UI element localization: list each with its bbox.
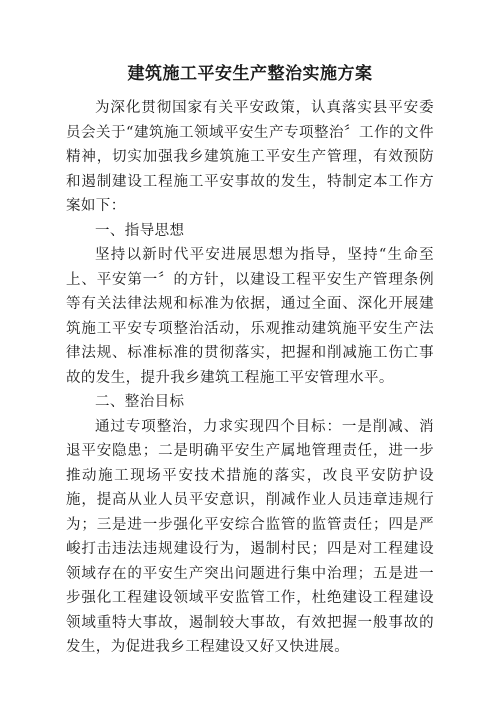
section-paragraph-guiding-ideology: 坚持以新时代平安进展思想为指导，坚持“生命至上、平安第一〞的方针，以建设工程平安生产管理条例等有关法律法规和标准为依据，通过全面、深化开展建筑施工平安专项整治活动，乐观推动建筑施平安生产法律法规、标准标准的贯彻落实，把握和削减施工伤亡事故的发生，提升我乡建筑工程施工平安管理水平。 xyxy=(66,247,434,386)
section-heading-guiding-ideology: 一、指导思想 xyxy=(95,222,185,239)
section-paragraph-rectification-goals: 通过专项整治，力求实现四个目标：一是削减、消退平安隐患；二是明确平安生产属地管理责任，进一步推动施工现场平安技术措施的落实，改良平安防护设施，提高从业人员平安意识，削减作业人员违章违规行为；三是进一步强化平安综合监管的监管责任；四是严峻打击违法违规建设行为，遏制村民；四是对工程建设领域存在的平安生产突出问题进行集中治理；五是进一步强化工程建设领域平安监管工作，杜绝建设工程建设领域重特大事故，遏制较大事故，有效把握一般事故的发生，为促进我乡工程建设又好又快进展。 xyxy=(66,418,434,655)
document-body xyxy=(66,96,434,660)
intro-paragraph: 为深化贯彻国家有关平安政策，认真落实县平安委员会关于“建筑施工领域平安生产专项整治〞工作的文件精神，切实加强我乡建筑施工平安生产管理，有效预防和遏制建设工程施工平安事故的发生，特制定本工作方案如下： xyxy=(66,100,434,214)
document-title: 建筑施工平安生产整治实施方案 xyxy=(127,64,373,84)
section-heading-rectification-goals: 二、整治目标 xyxy=(95,394,185,410)
